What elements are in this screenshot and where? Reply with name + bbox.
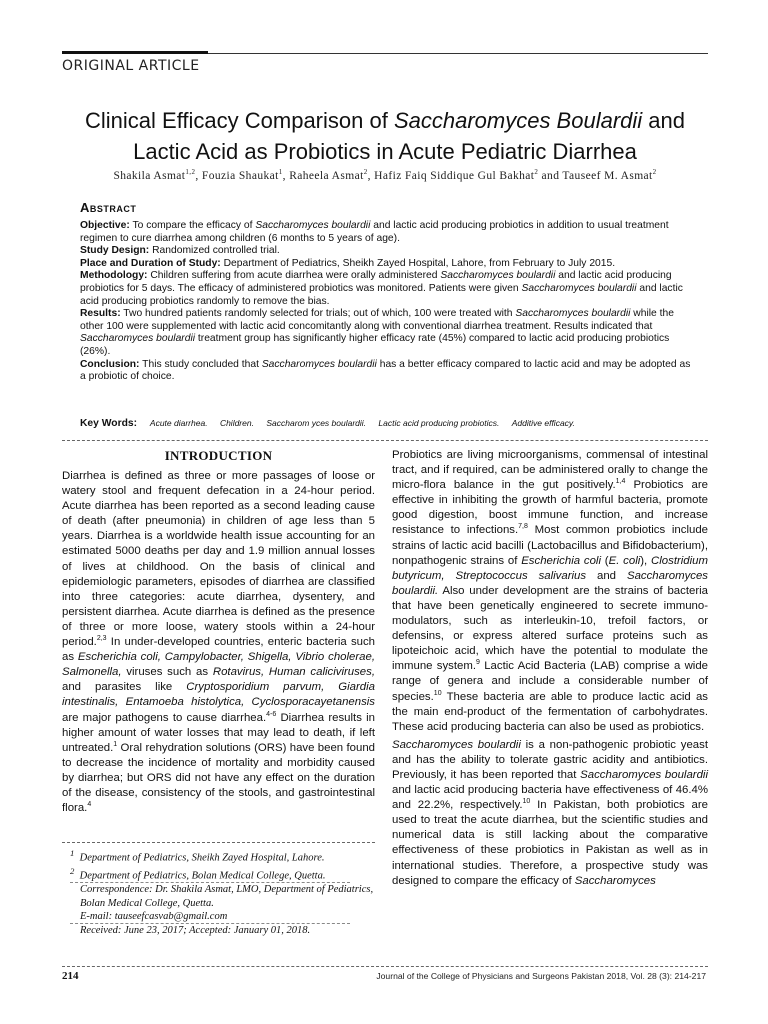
citation: 2,3: [96, 635, 107, 643]
author-name: , Hafiz Faiq Siddique Gul Bakhat: [367, 169, 535, 182]
affiliation-2: $^2$ Department of Pediatrics, Bolan Medical College, Quetta.: [70, 865, 326, 882]
introduction-paragraph: Diarrhea is defined as three or more passages of loose or watery stool and frequent defecation in a 24-hour period. Acute diarrhea has been reported as a second leading cause of death (after pneumonia) in children of age less than 5 years. Diarrhea is a worldwide health issue accounting for an estimated 5000 deaths per day and 1.9 million annual losses of lives at childhood. On the basis of clinical and epidemiologic parameters, episodes of diarrhea are classified into three categories: acute diarrhea, dysentery, and persistent diarrhea. Acute diarrhea is defined as the presence of three or more loose, watery stools within a 24-hour period.$^{2,3}$ In under-developed countries, enteric bacteria such as Escherichia coli, Campylobacter, Shigella, Vibrio cholerae, Salmonella, viruses such as Rotavirus, Human caliciviruses, and parasites like Cryptosporidium parvum, Giardia intestinalis, Entamoeba histolytica, Cyclosporacayetanensis are major pathogens to cause diarrhea.$^{4-6}$ Diarrhea results in higher amount of water losses that may lead to death, if left untreated.$^1$ Oral rehydration solutions (ORS) have been found to decrease the incidence of mortality and morbidity caused by diarrhea; but ORS did not have any effect on the duration of the disease, consistency of the stools, and gastrointestinal flora.$^4$: [62, 470, 375, 815]
footnote-separator: [62, 842, 375, 843]
right-column: [392, 448, 708, 889]
abstract-place: Place and Duration of Study: Department of Pediatrics, Sheikh Zayed Hospital, Lahore, from February to July 2015.: [80, 257, 616, 269]
probiotics-paragraph: Probiotics are living microorganisms, commensal of intestinal tract, and if required, can be administered orally to change the micro-flora balance in the gut positively.$^{1,4}$ Probiotics are effective in inhibiting the growth of harmful bacteria, promote good digestion, boost immune function, and increase resistance to infections.$^{7,8}$ Most common probiotics include strains of lactic acid bacilli (Lactobacillus and Bifidobacterium), nonpathogenic strains of Escherichia coli (E. coli), Clostridium butyricum, Streptococcus salivarius and Saccharomyces boulardii. Also under development are the strains of bacteria that have been genetically engineered to secrete immuno-modulators, such as interleukin-10, trefoil factors, or defensins, or express altered surface proteins such as lipoteichoic acid, which have the potential to modulate the immune system.$^9$ Lactic Acid Bacteria (LAB) comprise a wide range of genera and include a considerable number of species.$^{10}$ These bacteria are able to produce lactic acid as the main end-product of the fermentation of carbohydrates. These acid producing bacteria can also be used as probiotics.: [392, 449, 708, 733]
citation: 4-6: [266, 710, 277, 718]
left-column: [62, 448, 375, 816]
author-affiliation: 1: [278, 168, 283, 176]
abstract-objective: Objective: To compare the efficacy of Saccharomyces boulardii and lactic acid producing probiotics in addition to usual treatment regimen to cure diarrhea among children (6 months to 5 years of age).: [80, 220, 669, 244]
affiliation-1: $^1$ Department of Pediatrics, Sheikh Zayed Hospital, Lahore.: [70, 848, 325, 864]
keywords: [80, 418, 700, 429]
page-number: 214: [62, 970, 79, 982]
citation: 4: [87, 801, 92, 809]
citation: 7,8: [518, 523, 528, 531]
citation: 1,4: [615, 478, 626, 486]
keyword-item: Acute diarrhea.: [149, 418, 208, 428]
author-affiliation: 2: [534, 168, 539, 176]
title-part: Clinical Efficacy Comparison of: [85, 108, 394, 133]
author-name: , Raheela Asmat: [282, 169, 364, 182]
author-name: , Fouzia Shaukat: [195, 169, 279, 182]
title-line-2: Lactic Acid as Probiotics in Acute Pediatric Diarrhea: [133, 139, 637, 164]
keyword-item: Saccharom yces boulardii.: [266, 418, 367, 428]
keyword-item: Lactic acid producing probiotics.: [378, 418, 500, 428]
citation: 10: [433, 689, 442, 697]
abstract-separator: [62, 440, 708, 441]
keywords-list: [140, 418, 575, 428]
correspondence: Correspondence: Dr. Shakila Asmat, LMO, Department of Pediatrics, Bolan Medical College, Quetta.: [80, 884, 374, 909]
author-name: and Tauseef M. Asmat: [538, 169, 653, 182]
abstract-conclusion: Conclusion: This study concluded that Saccharomyces boulardii has a better efficacy compared to lactic acid and may be adopted as a probiotic of choice.: [80, 358, 691, 383]
article-type-label: ORIGINAL ARTICLE: [62, 58, 200, 74]
saccharomyces-paragraph: Saccharomyces boulardii is a non-pathogenic probiotic yeast and has the ability to tolerate gastric acidity and antibiotics. Previously, it has been reported that Saccharomyces boulardii and lactic acid producing bacteria have effectiveness of 46.4% and 22.2%, respectively.$^{10}$ In Pakistan, both probiotics are used to treat the acute diarrhea, but the scientific studies and numerical data is still lacking about the comparative effectiveness of these probiotics in Pakistan as well as in international studies. Therefore, a prospective study was designed to compare the efficacy of Saccharomyces: [392, 738, 708, 887]
abstract-results: Results: Two hundred patients randomly selected for trials; out of which, 100 were treated with Saccharomyces boulardii while the other 100 were supplemented with lactic acid concomitantly along with conventional diarrhea treatment. Results indicated that Saccharomyces boulardii treatment group has significantly higher efficacy rate (45%) compared to lactic acid producing probiotics (26%).: [80, 308, 674, 357]
abstract-design: Study Design: Randomized controlled trial.: [80, 245, 280, 257]
footnotes: [70, 847, 375, 937]
abstract-heading: Abstract: [80, 200, 137, 215]
citation: 10: [522, 798, 531, 806]
correspondence-email[interactable]: E-mail: tauseefcasvab@gmail.com: [80, 910, 228, 922]
citation: 9: [476, 659, 480, 667]
keywords-label: Key Words:: [80, 418, 138, 429]
footer-rule: [62, 966, 708, 967]
author-name: Shakila Asmat: [113, 169, 186, 182]
author-list: [62, 168, 708, 182]
citation: 1: [113, 740, 118, 748]
introduction-heading: INTRODUCTION: [164, 448, 273, 463]
top-rule-thin: [208, 53, 708, 54]
author-affiliation: 2: [363, 168, 368, 176]
abstract-methodology: Methodology: Children suffering from acute diarrhea were orally administered Saccharomyces boulardii and lactic acid producing probiotics for 5 days. The efficacy of administered probiotics was monitored. Patients were given Saccharomyces boulardii and lactic acid producing probiotics randomly to remove the bias.: [80, 270, 683, 307]
abstract-body: [80, 220, 692, 384]
top-rule: [62, 51, 708, 54]
article-title: [62, 105, 708, 167]
title-part: and: [642, 108, 685, 133]
author-affiliation: 2: [652, 168, 657, 176]
title-italic: Saccharomyces Boulardii: [393, 108, 643, 133]
top-rule-thick: [62, 51, 208, 54]
keyword-item: Children.: [219, 418, 254, 428]
journal-citation: Journal of the College of Physicians and Surgeons Pakistan 2018, Vol. 28 (3): 214-217: [376, 971, 706, 981]
received-accepted-dates: Received: June 23, 2017; Accepted: January 01, 2018.: [80, 925, 311, 937]
author-affiliation: 1,2: [185, 168, 196, 176]
keyword-item: Additive efficacy.: [511, 418, 575, 428]
